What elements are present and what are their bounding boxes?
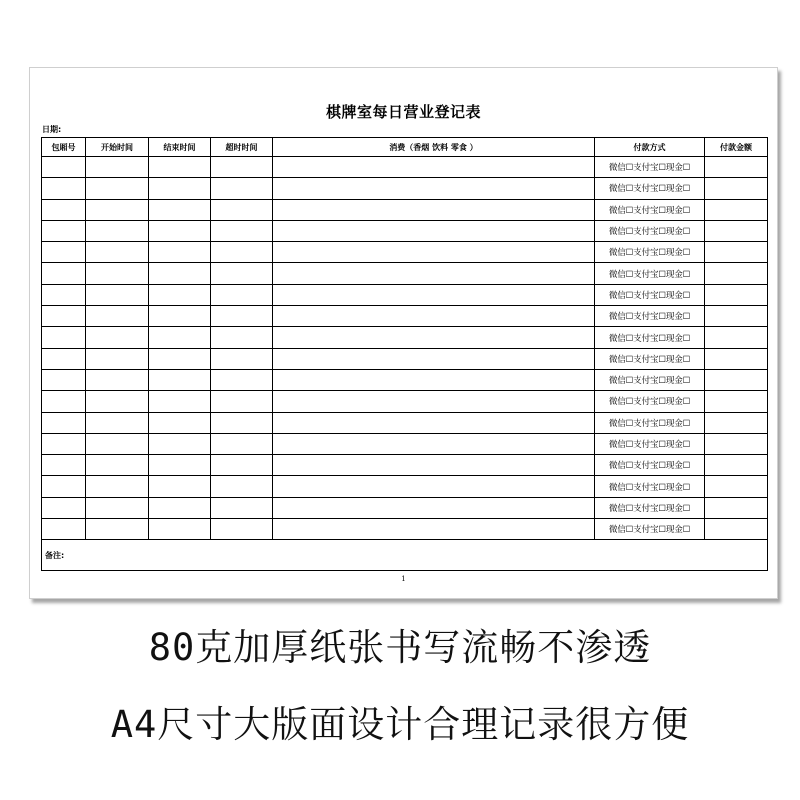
cell-overtime <box>211 178 273 199</box>
table-header-row <box>42 138 768 157</box>
caption-line-1: 80克加厚纸张书写流畅不渗透 <box>148 626 652 669</box>
cell-consumption <box>273 433 595 454</box>
cell-consumption <box>273 391 595 412</box>
remark-label: 备注: <box>42 540 768 571</box>
cell-overtime <box>211 455 273 476</box>
cell-consumption <box>273 348 595 369</box>
cell-overtime <box>211 306 273 327</box>
cell-room-number <box>42 284 86 305</box>
cell-overtime <box>211 412 273 433</box>
cell-end-time <box>149 263 211 284</box>
cell-end-time <box>149 306 211 327</box>
cell-room-number <box>42 178 86 199</box>
cell-room-number <box>42 412 86 433</box>
cell-payment-amount <box>705 327 768 348</box>
header-room-number: 包厢号 <box>42 138 86 157</box>
cell-start-time <box>86 497 149 518</box>
cell-payment-amount <box>705 178 768 199</box>
caption-line-2: A4尺寸大版面设计合理记录很方便 <box>110 703 690 746</box>
cell-room-number <box>42 391 86 412</box>
cell-end-time <box>149 455 211 476</box>
cell-end-time <box>149 199 211 220</box>
cell-start-time <box>86 157 149 178</box>
cell-overtime <box>211 497 273 518</box>
header-start-time: 开始时间 <box>86 138 149 157</box>
cell-end-time <box>149 327 211 348</box>
header-payment-method: 付款方式 <box>595 138 705 157</box>
cell-start-time <box>86 306 149 327</box>
cell-payment-method: 微信☐支付宝☐现金☐ <box>595 199 705 220</box>
cell-payment-method: 微信☐支付宝☐现金☐ <box>595 497 705 518</box>
cell-consumption <box>273 157 595 178</box>
cell-payment-amount <box>705 263 768 284</box>
table-row <box>42 178 768 199</box>
cell-payment-method: 微信☐支付宝☐现金☐ <box>595 412 705 433</box>
cell-room-number <box>42 476 86 497</box>
cell-room-number <box>42 263 86 284</box>
cell-payment-amount <box>705 497 768 518</box>
cell-overtime <box>211 519 273 540</box>
cell-start-time <box>86 242 149 263</box>
cell-start-time <box>86 369 149 390</box>
cell-end-time <box>149 284 211 305</box>
cell-start-time <box>86 348 149 369</box>
cell-payment-method: 微信☐支付宝☐现金☐ <box>595 391 705 412</box>
cell-consumption <box>273 497 595 518</box>
cell-room-number <box>42 348 86 369</box>
cell-start-time <box>86 284 149 305</box>
form-sheet <box>29 67 778 599</box>
cell-overtime <box>211 157 273 178</box>
cell-consumption <box>273 306 595 327</box>
cell-start-time <box>86 327 149 348</box>
header-payment-amount: 付款金额 <box>705 138 768 157</box>
table-row <box>42 519 768 540</box>
cell-end-time <box>149 497 211 518</box>
cell-start-time <box>86 220 149 241</box>
cell-overtime <box>211 284 273 305</box>
header-end-time: 结束时间 <box>149 138 211 157</box>
cell-end-time <box>149 242 211 263</box>
cell-payment-amount <box>705 157 768 178</box>
cell-consumption <box>273 242 595 263</box>
cell-consumption <box>273 220 595 241</box>
cell-overtime <box>211 327 273 348</box>
table-row <box>42 369 768 390</box>
cell-payment-amount <box>705 199 768 220</box>
cell-room-number <box>42 199 86 220</box>
cell-room-number <box>42 519 86 540</box>
cell-room-number <box>42 327 86 348</box>
cell-payment-amount <box>705 412 768 433</box>
cell-payment-amount <box>705 284 768 305</box>
cell-end-time <box>149 348 211 369</box>
cell-end-time <box>149 412 211 433</box>
cell-payment-amount <box>705 433 768 454</box>
cell-payment-method: 微信☐支付宝☐现金☐ <box>595 220 705 241</box>
table-row <box>42 263 768 284</box>
cell-start-time <box>86 263 149 284</box>
cell-start-time <box>86 199 149 220</box>
header-overtime: 超时时间 <box>211 138 273 157</box>
cell-payment-amount <box>705 476 768 497</box>
table-row <box>42 433 768 454</box>
cell-payment-amount <box>705 455 768 476</box>
cell-payment-amount <box>705 348 768 369</box>
cell-payment-method: 微信☐支付宝☐现金☐ <box>595 284 705 305</box>
table-row <box>42 497 768 518</box>
cell-end-time <box>149 391 211 412</box>
table-row <box>42 327 768 348</box>
cell-room-number <box>42 220 86 241</box>
form-title: 棋牌室每日营业登记表 <box>325 103 481 121</box>
table-row <box>42 455 768 476</box>
cell-payment-method: 微信☐支付宝☐现金☐ <box>595 519 705 540</box>
cell-payment-amount <box>705 306 768 327</box>
table-row <box>42 348 768 369</box>
cell-overtime <box>211 242 273 263</box>
cell-consumption <box>273 455 595 476</box>
table-row <box>42 476 768 497</box>
cell-end-time <box>149 220 211 241</box>
cell-room-number <box>42 306 86 327</box>
cell-payment-method: 微信☐支付宝☐现金☐ <box>595 476 705 497</box>
header-consumption: 消费（香烟 饮料 零食 ） <box>273 138 595 157</box>
table-row <box>42 199 768 220</box>
cell-consumption <box>273 476 595 497</box>
cell-payment-amount <box>705 369 768 390</box>
cell-payment-method: 微信☐支付宝☐现金☐ <box>595 242 705 263</box>
cell-consumption <box>273 284 595 305</box>
cell-room-number <box>42 433 86 454</box>
cell-room-number <box>42 369 86 390</box>
cell-overtime <box>211 476 273 497</box>
cell-payment-amount <box>705 220 768 241</box>
cell-overtime <box>211 199 273 220</box>
cell-consumption <box>273 327 595 348</box>
cell-consumption <box>273 412 595 433</box>
cell-room-number <box>42 455 86 476</box>
table-row <box>42 220 768 241</box>
cell-overtime <box>211 348 273 369</box>
cell-room-number <box>42 242 86 263</box>
cell-end-time <box>149 519 211 540</box>
cell-payment-method: 微信☐支付宝☐现金☐ <box>595 178 705 199</box>
table-row <box>42 157 768 178</box>
cell-consumption <box>273 263 595 284</box>
table-row <box>42 412 768 433</box>
cell-payment-method: 微信☐支付宝☐现金☐ <box>595 306 705 327</box>
cell-payment-amount <box>705 242 768 263</box>
cell-consumption <box>273 519 595 540</box>
cell-overtime <box>211 369 273 390</box>
cell-start-time <box>86 391 149 412</box>
table-body <box>42 157 768 540</box>
cell-payment-amount <box>705 519 768 540</box>
cell-room-number <box>42 157 86 178</box>
cell-overtime <box>211 220 273 241</box>
remark-row <box>42 540 768 571</box>
cell-payment-method: 微信☐支付宝☐现金☐ <box>595 327 705 348</box>
cell-consumption <box>273 369 595 390</box>
table-row <box>42 391 768 412</box>
cell-start-time <box>86 178 149 199</box>
cell-payment-method: 微信☐支付宝☐现金☐ <box>595 348 705 369</box>
cell-start-time <box>86 433 149 454</box>
date-label: 日期: <box>42 125 62 134</box>
register-table <box>41 137 768 571</box>
table-row <box>42 284 768 305</box>
cell-end-time <box>149 157 211 178</box>
cell-consumption <box>273 199 595 220</box>
cell-end-time <box>149 476 211 497</box>
cell-payment-method: 微信☐支付宝☐现金☐ <box>595 157 705 178</box>
cell-start-time <box>86 476 149 497</box>
cell-start-time <box>86 519 149 540</box>
cell-consumption <box>273 178 595 199</box>
cell-room-number <box>42 497 86 518</box>
page-number: 1 <box>401 575 406 583</box>
cell-start-time <box>86 412 149 433</box>
cell-start-time <box>86 455 149 476</box>
table-row <box>42 242 768 263</box>
cell-end-time <box>149 178 211 199</box>
cell-overtime <box>211 433 273 454</box>
table-row <box>42 306 768 327</box>
cell-payment-method: 微信☐支付宝☐现金☐ <box>595 263 705 284</box>
cell-end-time <box>149 369 211 390</box>
cell-overtime <box>211 391 273 412</box>
cell-payment-amount <box>705 391 768 412</box>
cell-payment-method: 微信☐支付宝☐现金☐ <box>595 369 705 390</box>
cell-payment-method: 微信☐支付宝☐现金☐ <box>595 433 705 454</box>
cell-overtime <box>211 263 273 284</box>
cell-end-time <box>149 433 211 454</box>
cell-payment-method: 微信☐支付宝☐现金☐ <box>595 455 705 476</box>
